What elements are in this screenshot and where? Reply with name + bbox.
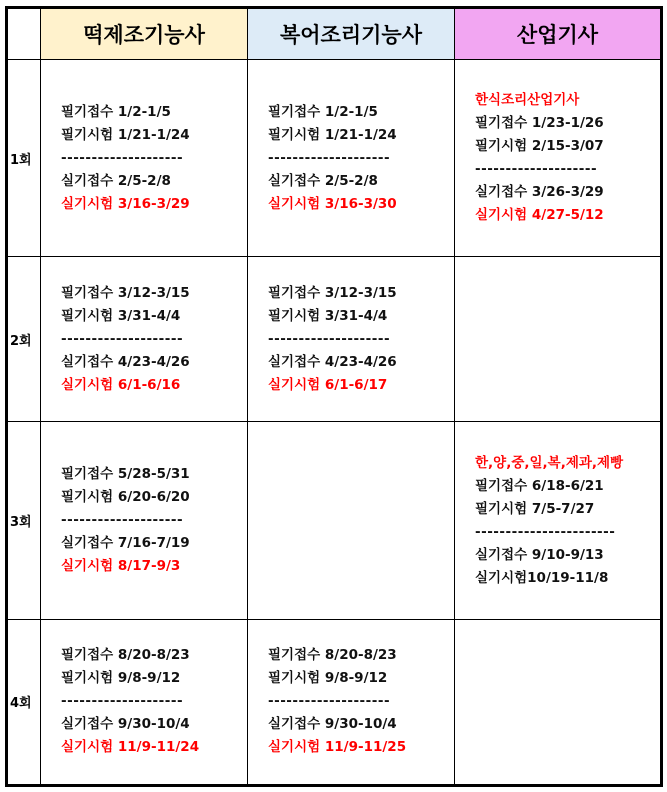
divider-line: --------------------: [61, 512, 184, 528]
schedule-line: 필기시험 6/20-6/20: [61, 489, 190, 505]
schedule-cell: [248, 257, 455, 422]
divider-line: --------------------: [268, 330, 391, 347]
row-label: 1회: [7, 60, 41, 257]
schedule-line: 필기접수 3/12-3/15: [268, 284, 397, 301]
schedule-line: 실기접수 2/5-2/8: [268, 172, 378, 189]
schedule-line: 필기시험 3/31-4/4: [61, 307, 181, 324]
schedule-line: 필기시험 9/8-9/12: [61, 670, 181, 687]
row-label: 2회: [7, 257, 41, 422]
schedule-line: 필기접수 8/20-8/23: [61, 647, 190, 664]
schedule-line: 필기시험 3/31-4/4: [268, 307, 388, 324]
table-row: [7, 257, 662, 422]
schedule-line: 필기접수 3/12-3/15: [61, 284, 190, 301]
schedule-cell: [41, 422, 248, 619]
schedule-line: 한,양,중,일,복,제과,제빵: [475, 454, 624, 471]
header-rice-cake: 떡제조기능사: [41, 8, 248, 60]
schedule-cell: [248, 422, 455, 619]
schedule-line: 필기접수 5/28-5/31: [61, 466, 190, 482]
schedule-line: 실기시험 6/1-6/17: [268, 376, 388, 393]
divider-line: --------------------: [475, 161, 598, 178]
schedule-line: 필기시험 1/21-1/24: [61, 126, 190, 143]
header-row: [7, 8, 662, 60]
divider-line: --------------------: [61, 693, 184, 710]
header-blowfish: 복어조리기능사: [248, 8, 455, 60]
table-row: [7, 60, 662, 257]
schedule-table: [5, 6, 663, 787]
schedule-cell: [455, 619, 662, 785]
divider-line: --------------------: [268, 693, 391, 710]
schedule-line: 필기접수 8/20-8/23: [268, 647, 397, 664]
schedule-line: 실기시험10/19-11/8: [475, 569, 609, 586]
schedule-line: 실기접수 2/5-2/8: [61, 172, 171, 189]
schedule-line: 실기접수 9/30-10/4: [268, 716, 397, 733]
row-label: 3회: [7, 422, 41, 619]
schedule-line: 실기접수 9/10-9/13: [475, 546, 604, 563]
schedule-line: 실기접수 3/26-3/29: [475, 184, 604, 201]
schedule-line: 실기접수 9/30-10/4: [61, 716, 190, 733]
divider-line: --------------------: [61, 149, 184, 166]
schedule-line: 실기시험 4/27-5/12: [475, 207, 604, 224]
schedule-cell: [248, 60, 455, 257]
schedule-cell: [41, 619, 248, 785]
schedule-line: 필기접수 1/23-1/26: [475, 115, 604, 132]
schedule-line: 한식조리산업기사: [475, 92, 580, 109]
divider-line: --------------------: [61, 330, 184, 347]
schedule-cell: [248, 619, 455, 785]
schedule-line: 실기시험 6/1-6/16: [61, 376, 181, 393]
row-label: 4회: [7, 619, 41, 785]
divider-line: -----------------------: [475, 523, 616, 540]
divider-line: --------------------: [268, 149, 391, 166]
schedule-line: 실기시험 11/9-11/24: [61, 739, 200, 756]
schedule-line: 실기접수 7/16-7/19: [61, 535, 190, 551]
schedule-line: 실기시험 3/16-3/29: [61, 195, 190, 212]
schedule-cell: [455, 422, 662, 619]
schedule-cell: [455, 60, 662, 257]
schedule-line: 필기시험 1/21-1/24: [268, 126, 397, 143]
table-row: [7, 619, 662, 785]
schedule-cell: [41, 257, 248, 422]
schedule-line: 실기시험 8/17-9/3: [61, 558, 181, 574]
schedule-line: 필기시험 9/8-9/12: [268, 670, 388, 687]
schedule-line: 실기시험 11/9-11/25: [268, 739, 407, 756]
table-row: [7, 422, 662, 619]
schedule-cell: [455, 257, 662, 422]
schedule-line: 필기접수 6/18-6/21: [475, 477, 604, 494]
schedule-line: 실기접수 4/23-4/26: [268, 353, 397, 370]
corner-cell: [7, 8, 41, 60]
schedule-line: 필기시험 2/15-3/07: [475, 138, 604, 155]
schedule-cell: [41, 60, 248, 257]
schedule-line: 필기접수 1/2-1/5: [268, 103, 378, 120]
schedule-line: 필기접수 1/2-1/5: [61, 103, 171, 120]
schedule-line: 실기시험 3/16-3/30: [268, 195, 397, 212]
header-industrial-engineer: 산업기사: [455, 8, 662, 60]
schedule-line: 필기시험 7/5-7/27: [475, 500, 595, 517]
schedule-line: 실기접수 4/23-4/26: [61, 353, 190, 370]
